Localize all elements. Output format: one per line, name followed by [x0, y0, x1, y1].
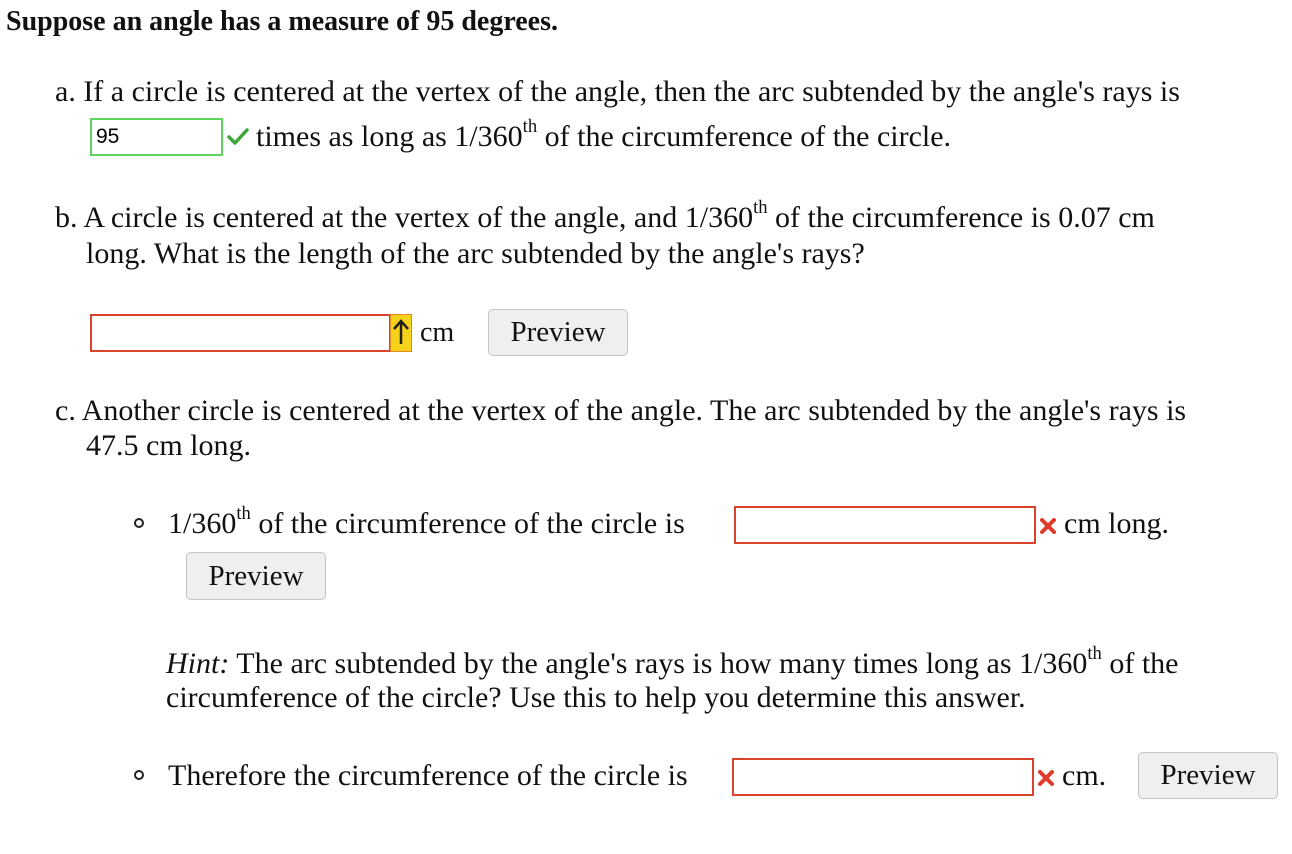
part-a-text-before: times as long as 1/360: [256, 120, 523, 153]
check-icon: [227, 128, 249, 146]
hint-text-before: The arc subtended by the angle's rays is how many times long as 1/360: [236, 647, 1088, 680]
cross-icon: [1037, 769, 1055, 787]
part-b-answer-input[interactable]: [90, 314, 391, 352]
problem-title: Suppose an angle has a measure of 95 degrees.: [6, 6, 559, 37]
hint-line1: [166, 643, 1179, 682]
part-c-item1-preview-button[interactable]: Preview: [186, 552, 326, 600]
part-a-answer-input[interactable]: [90, 118, 223, 156]
part-b-line1: [55, 197, 1155, 236]
part-b-unit: cm: [420, 317, 455, 348]
part-b-text-after: of the circumference is 0.07 cm: [775, 201, 1155, 234]
part-c-item1-text-before: 1/360: [168, 507, 237, 540]
hint-line2: circumference of the circle? Use this to help you determine this answer.: [166, 681, 1026, 714]
part-c-item1-text: [168, 503, 685, 542]
bullet-marker: [134, 518, 144, 528]
part-c-item2-answer-input[interactable]: [732, 758, 1034, 796]
part-a-superscript: th: [522, 116, 538, 138]
part-c-item2-preview-button[interactable]: Preview: [1138, 752, 1278, 799]
part-c-line2: 47.5 cm long.: [86, 429, 251, 462]
part-a-line1: a. If a circle is centered at the vertex of the angle, then the arc subtended by the angle's rays is: [55, 75, 1180, 108]
hint-superscript: th: [1087, 643, 1102, 665]
cross-icon: [1039, 517, 1057, 535]
part-b-text-before: b. A circle is centered at the vertex of the angle, and 1/360: [55, 201, 754, 234]
part-c-item1-text-after: of the circumference of the circle is: [258, 507, 685, 540]
part-c-item2-unit: cm.: [1062, 759, 1107, 792]
part-a-text-after: of the circumference of the circle.: [544, 120, 952, 153]
part-a-line2: [256, 116, 952, 155]
part-c-line1: c. Another circle is centered at the vertex of the angle. The arc subtended by the angle's rays is: [55, 394, 1187, 427]
part-b-preview-button[interactable]: Preview: [488, 309, 628, 356]
part-c-item2-text: Therefore the circumference of the circle is: [168, 759, 688, 792]
hint-text-after: of the: [1109, 647, 1179, 680]
up-arrow-icon: [390, 314, 412, 352]
part-c-item1-answer-input[interactable]: [734, 506, 1036, 544]
part-b-line2: long. What is the length of the arc subtended by the angle's rays?: [86, 237, 865, 270]
bullet-marker: [134, 770, 144, 780]
part-c-item1-superscript: th: [236, 503, 251, 525]
part-c-item1-unit: cm long.: [1064, 507, 1169, 540]
hint-label: Hint:: [166, 647, 230, 680]
part-b-superscript: th: [753, 197, 768, 219]
